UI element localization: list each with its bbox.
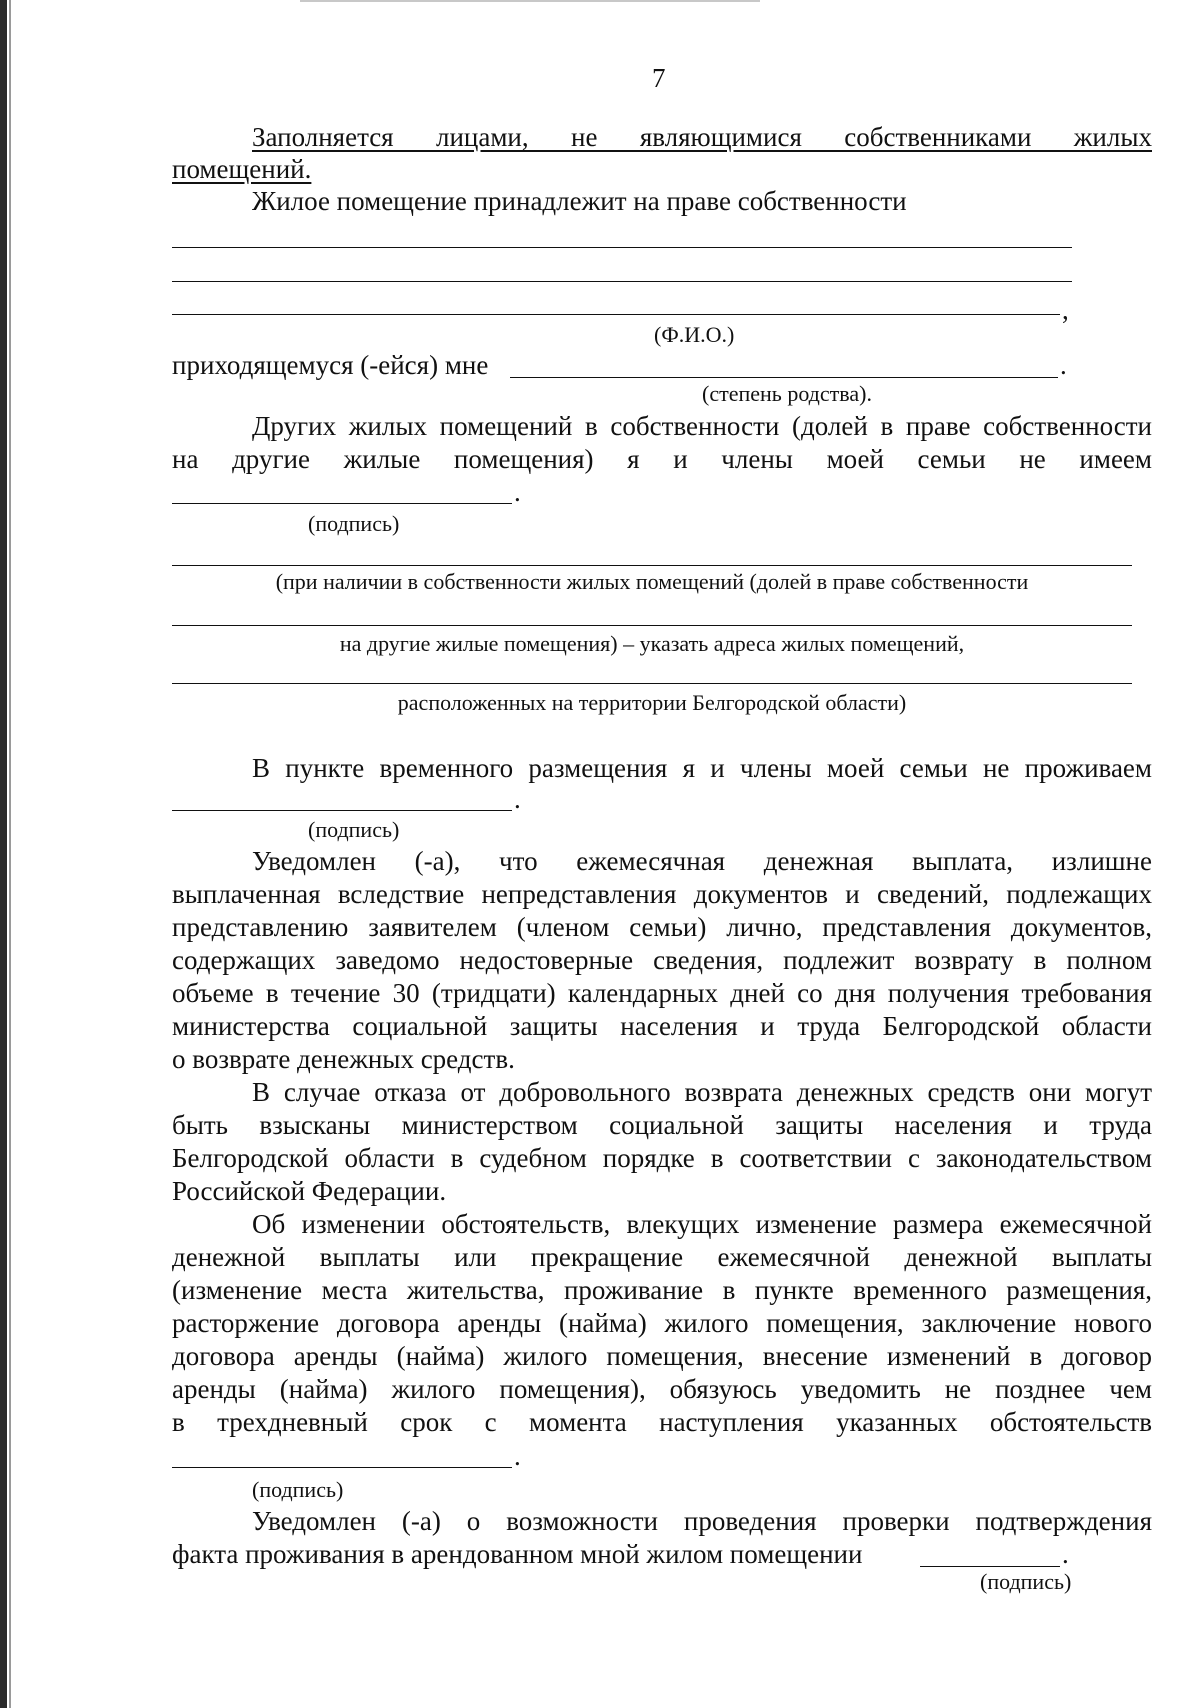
signature-caption-1: (подпись) [308, 511, 400, 536]
repayment-line-3: представлению заявителем (членом семьи) лично, представления документов, [172, 912, 1152, 942]
address-hint-1: (при наличии в собственности жилых помещений (долей в праве собственности [275, 569, 1029, 594]
signature-caption-4: (подпись) [980, 1569, 1072, 1594]
signature-caption-2: (подпись) [308, 817, 400, 842]
changes-line-4: расторжение договора аренды (найма) жилого помещения, заключение нового [172, 1308, 1152, 1338]
other-housing-line-2: на другие жилые помещения) я и члены моей семьи не имеем [172, 444, 1152, 474]
address-line-3[interactable] [172, 683, 1132, 684]
owner-blank-line-2[interactable] [172, 281, 1072, 282]
relative-prefix: приходящемуся (-ейся) мне [172, 350, 489, 380]
signature-line-1[interactable] [172, 503, 512, 504]
inspection-line-1: Уведомлен (-а) о возможности проведения проверки подтверждения [252, 1506, 1152, 1536]
ownership-lead: Жилое помещение принадлежит на праве собственности [252, 186, 907, 216]
refusal-line-2: быть взысканы министерством социальной защиты населения и труда [172, 1110, 1152, 1140]
repayment-line-5: объеме в течение 30 (тридцати) календарных дней со дня получения требования [172, 978, 1152, 1008]
signature-line-2[interactable] [172, 810, 512, 811]
owner-comma: , [1062, 295, 1069, 325]
scan-edge-shadow [9, 0, 11, 1708]
address-line-1[interactable] [172, 565, 1132, 566]
changes-line-2: денежной выплаты или прекращение ежемесячной денежной выплаты [172, 1242, 1152, 1272]
changes-line-1: Об изменении обстоятельств, влекущих изменение размера ежемесячной [252, 1209, 1152, 1239]
other-housing-line-1: Других жилых помещений в собственности (долей в праве собственности [252, 411, 1152, 441]
refusal-line-3: Белгородской области в судебном порядке в соответствии с законодательством [172, 1143, 1152, 1173]
page-number: 7 [652, 63, 666, 93]
repayment-line-1: Уведомлен (-а), что ежемесячная денежная выплата, излишне [252, 846, 1152, 876]
scan-top-artifact [300, 0, 760, 2]
relative-end: . [1060, 350, 1067, 380]
other-housing-end: . [514, 477, 521, 507]
owner-blank-line-3[interactable] [172, 314, 1060, 315]
note-line-1: Заполняется лицами, не являющимися собственниками жилых [252, 122, 1152, 152]
scan-edge [0, 0, 7, 1708]
inspection-line-2: факта проживания в арендованном мной жилом помещении [172, 1539, 863, 1569]
changes-line-3: (изменение места жительства, проживание в пункте временного размещения, [172, 1275, 1152, 1305]
changes-line-6: аренды (найма) жилого помещения), обязуюсь уведомить не позднее чем [172, 1374, 1152, 1404]
repayment-line-6: министерства социальной защиты населения и труда Белгородской области [172, 1011, 1152, 1041]
signature-caption-3: (подпись) [252, 1477, 344, 1502]
repayment-line-7: о возврате денежных средств. [172, 1044, 515, 1074]
changes-line-5: договора аренды (найма) жилого помещения, внесение изменений в договор [172, 1341, 1152, 1371]
refusal-line-4: Российской Федерации. [172, 1176, 447, 1206]
changes-line-7: в трехдневный срок с момента наступления указанных обстоятельств [172, 1407, 1152, 1437]
relation-blank-line[interactable] [510, 377, 1058, 378]
address-hint-2: на другие жилые помещения) – указать адреса жилых помещений, [339, 631, 965, 656]
signature-line-4[interactable] [920, 1566, 1060, 1567]
note-line-2: помещений. [172, 154, 312, 184]
temp-placement-end: . [514, 784, 521, 814]
fio-caption: (Ф.И.О.) [654, 322, 735, 347]
signature-line-3[interactable] [172, 1467, 512, 1468]
repayment-line-4: содержащих заведомо недостоверные сведения, подлежит возврату в полном [172, 945, 1152, 975]
repayment-line-2: выплаченная вследствие непредставления документов и сведений, подлежащих [172, 879, 1152, 909]
address-hint-3: расположенных на территории Белгородской области) [397, 690, 907, 715]
temp-placement-line: В пункте временного размещения я и члены моей семьи не проживаем [252, 753, 1152, 783]
owner-blank-line-1[interactable] [172, 247, 1072, 248]
relation-caption: (степень родства). [702, 381, 872, 406]
inspection-end: . [1062, 1539, 1069, 1569]
refusal-line-1: В случае отказа от добровольного возврата денежных средств они могут [252, 1077, 1152, 1107]
changes-end: . [514, 1441, 521, 1471]
address-line-2[interactable] [172, 625, 1132, 626]
